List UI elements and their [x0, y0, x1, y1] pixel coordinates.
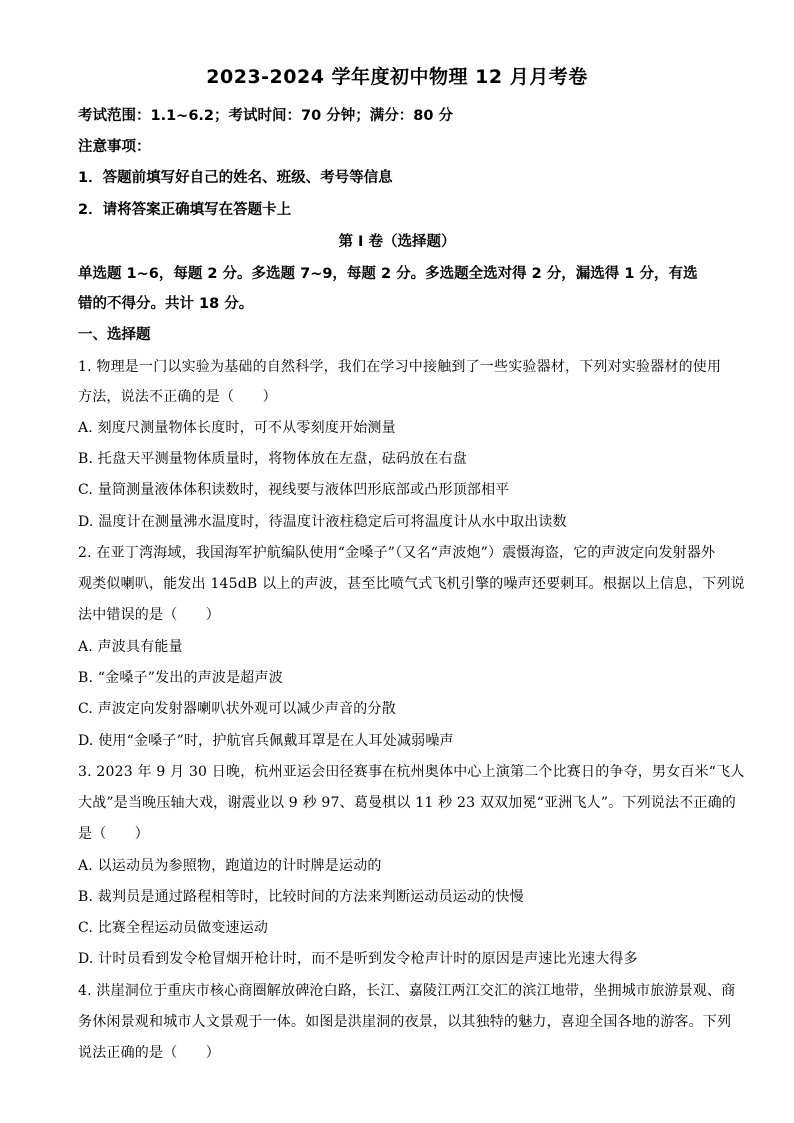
- question-4-stem: 说法正确的是（ ）: [78, 1045, 220, 1061]
- notice-item-1: 1．答题前填写好自己的姓名、班级、考号等信息: [78, 170, 393, 186]
- question-2-stem: 2. 在亚丁湾海域，我国海军护航编队使用“金嗓子”（又名“声波炮”）震慑海盗，它的声波定向发射器外: [78, 545, 716, 561]
- question-1-stem: 方法，说法不正确的是（ ）: [78, 389, 277, 405]
- notice-heading: 注意事项：: [78, 139, 151, 155]
- question-3-stem: 大战”是当晚压轴大戏，谢震业以 9 秒 97、葛曼棋以 11 秒 23 双双加冕“亚洲飞人”。下列说法不正确的: [78, 795, 736, 811]
- question-2-option-d: D. 使用“金嗓子”时，护航官兵佩戴耳罩是在人耳处减弱噪声: [78, 733, 454, 749]
- volume-heading: 第 I 卷（选择题）: [338, 234, 456, 250]
- question-1-option-d: D. 温度计在测量沸水温度时，待温度计液柱稳定后可将温度计从水中取出读数: [78, 514, 567, 530]
- question-4-stem: 务休闲景观和城市人文景观于一体。如图是洪崖洞的夜景，以其独特的魅力，喜迎全国各地的游客。下列: [78, 1014, 732, 1030]
- question-4-stem: 4. 洪崖洞位于重庆市核心商圈解放碑沧白路，长江、嘉陵江两江交汇的滨江地带，坐拥城市旅游景观、商: [78, 983, 736, 999]
- question-2-stem: 法中错误的是（ ）: [78, 607, 220, 623]
- question-3-stem: 是（ ）: [78, 826, 149, 842]
- question-2-stem: 观类似喇叭，能发出 145dB 以上的声波，甚至比喷气式飞机引擎的噪声还要刺耳。根据以上信息，下列说: [78, 576, 745, 592]
- question-3-option-b: B. 裁判员是通过路程相等时，比较时间的方法来判断运动员运动的快慢: [78, 889, 524, 905]
- part-heading: 一、选择题: [78, 327, 151, 343]
- question-3-option-c: C. 比赛全程运动员做变速运动: [78, 920, 269, 936]
- exam-title: 2023-2024 学年度初中物理 12 月月考卷: [206, 66, 588, 88]
- question-3-option-d: D. 计时员看到发令枪冒烟开枪计时，而不是听到发令枪声计时的原因是声速比光速大得多: [78, 951, 638, 967]
- question-2-option-a: A. 声波具有能量: [78, 639, 183, 655]
- question-1-option-b: B. 托盘天平测量物体质量时，将物体放在左盘，砝码放在右盘: [78, 451, 467, 467]
- question-3-stem: 3. 2023 年 9 月 30 日晚，杭州亚运会田径赛事在杭州奥体中心上演第二个比赛日的争夺，男女百米“飞人: [78, 764, 745, 780]
- question-1-option-c: C. 量筒测量液体体积读数时，视线要与液体凹形底部或凸形顶部相平: [78, 482, 510, 498]
- question-1-option-a: A. 刻度尺测量物体长度时，可不从零刻度开始测量: [78, 420, 396, 436]
- question-1-stem: 1. 物理是一门以实验为基础的自然科学，我们在学习中接触到了一些实验器材，下列对实验器材的使用: [78, 359, 722, 375]
- scoring-rules-line-1: 单选题 1~6，每题 2 分。多选题 7~9，每题 2 分。多选题全选对得 2 分，漏选得 1 分，有选: [78, 266, 698, 282]
- question-3-option-a: A. 以运动员为参照物，跑道边的计时牌是运动的: [78, 858, 382, 874]
- question-2-option-b: B. “金嗓子”发出的声波是超声波: [78, 670, 283, 686]
- question-2-option-c: C. 声波定向发射器喇叭状外观可以减少声音的分散: [78, 701, 396, 717]
- exam-scope: 考试范围：1.1~6.2；考试时间：70 分钟；满分：80 分: [78, 108, 453, 124]
- notice-item-2: 2．请将答案正确填写在答题卡上: [78, 202, 292, 218]
- scoring-rules-line-2: 错的不得分。共计 18 分。: [78, 296, 254, 312]
